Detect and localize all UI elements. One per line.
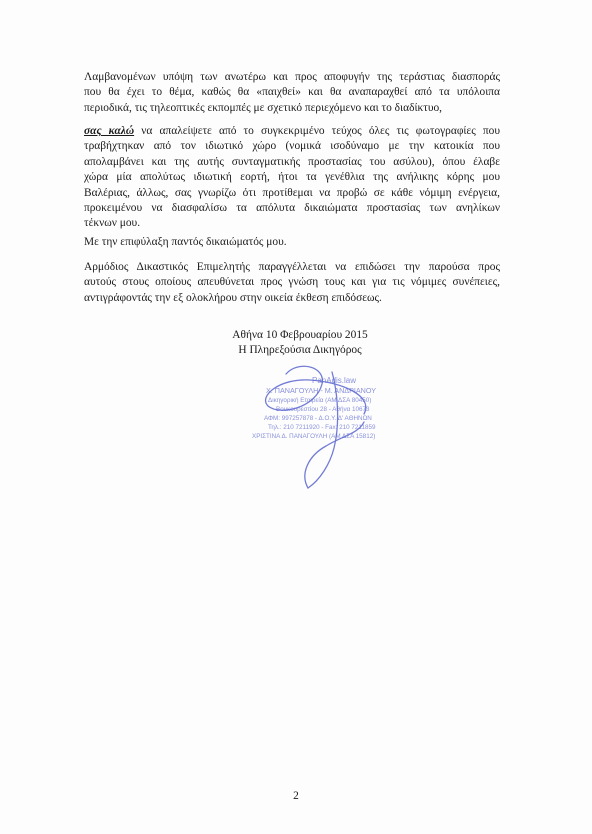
- stamp-line: Δικηγορική Εταιρεία (ΑΜ ΔΣΑ 80450): [268, 397, 372, 404]
- signature-block: [190, 328, 410, 359]
- stamp-line: Βουκουρεστίου 28 - Αθήνα 10673: [276, 406, 370, 413]
- paragraph-bailiff: [84, 260, 500, 306]
- paragraph-considerations: [84, 70, 500, 116]
- paragraph-reservation: [84, 235, 500, 250]
- text-line: Με την επιφύλαξη παντός δικαιώματός μου.: [84, 236, 287, 248]
- paragraph-request: [84, 124, 500, 232]
- text-line: προκειμένου να διασφαλίσω τα απόλυτα δικαιώματα προστασίας των ανηλίκων: [84, 202, 500, 215]
- stamp-line: ΑΦΜ: 997257878 - Δ.Ο.Υ. Δ' ΑΘΗΝΩΝ: [264, 415, 372, 422]
- text-fragment: να απαλείψετε από το συγκεκριμένο τεύχος όλες τις φωτογραφίες που: [134, 125, 501, 137]
- text-line: τέκνων μου.: [84, 217, 141, 230]
- stamp-line: PanAdis.law: [312, 376, 357, 385]
- place-date: Αθήνα 10 Φεβρουαρίου 2015: [232, 329, 368, 341]
- text-line: Βαλέριας, άλλως, σας γνωρίζω ότι προτίθεμαι να προβώ σε κάθε νόμιμη ενέργεια,: [84, 186, 500, 199]
- text-line: περιοδικά, τις τηλεοπτικές εκπομπές με σχετικό περιεχόμενο και το διαδίκτυο,: [84, 101, 443, 114]
- page-number: 2: [293, 790, 299, 802]
- text-line: που θα έχει το θέμα, καθώς θα «παιχθεί» και θα αναπαραχθεί από τα υπόλοιπα: [84, 86, 500, 99]
- signatory-role: Η Πληρεξούσια Δικηγόρος: [238, 344, 362, 357]
- text-line: χώρα μία απολύτως ιδιωτική εορτή, ήτοι τα γενέθλια της ανήλικης κόρης μου: [84, 171, 500, 184]
- text-line: απολαμβάνει και της αυτής συνταγματικής προστασίας του ασύλου), όπου έλαβε: [84, 155, 500, 168]
- text-line: αντιγράφοντάς την εξ ολοκλήρου στην οικεία έκθεση επιδόσεως.: [84, 291, 382, 304]
- stamp-line: Χ. ΠΑΝΑΓΟΥΛΗ - Μ. ΑΝΔΡΙΑΝΟΥ: [266, 386, 377, 395]
- emphasis-call: σας καλώ: [84, 125, 135, 137]
- text-line: τραβήχτηκαν από τον ιδιωτικό χώρο (νομικά ισοδύναμο με την κατοικία που: [84, 140, 500, 153]
- stamp-line: ΧΡΙΣΤΙΝΑ Δ. ΠΑΝΑΓΟΥΛΗ (ΑΜ ΔΣΑ 15812): [252, 433, 376, 440]
- lawyer-stamp-and-signature: [246, 364, 406, 494]
- stamp-line: Τηλ.: 210 7211920 - Fax: 210 7211859: [268, 424, 376, 431]
- text-line: Αρμόδιος Δικαστικός Επιμελητής παραγγέλλεται να επιδώσει την παρούσα προς: [84, 261, 500, 273]
- text-line: αυτούς στους οποίους απευθύνεται προς γνώση τους και για τις νόμιμες συνέπειες,: [84, 276, 500, 289]
- text-line: Λαμβανομένων υπόψη των ανωτέρω και προς αποφυγήν της τεράστιας διασποράς: [84, 71, 500, 83]
- text-line: [84, 124, 500, 139]
